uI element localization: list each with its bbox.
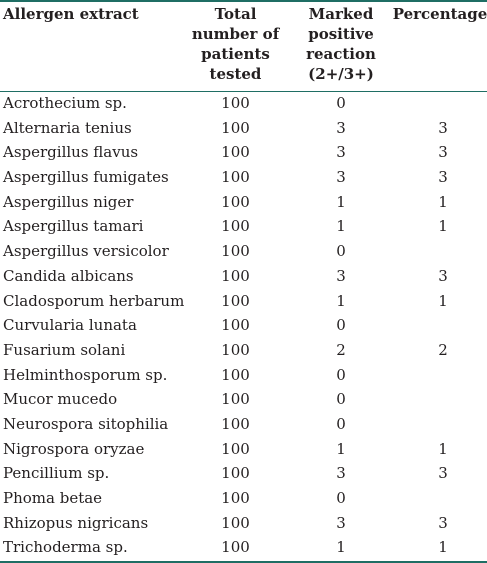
- cell-total: 100: [221, 538, 250, 557]
- cell-allergen: Aspergillus fumigates: [3, 168, 169, 187]
- cell-allergen: Acrothecium sp.: [3, 94, 127, 112]
- cell-total: 100: [221, 513, 250, 532]
- table-row: [0, 387, 487, 412]
- cell-marked: 1: [336, 291, 346, 310]
- cell-marked: 0: [336, 390, 346, 409]
- cell-total: 100: [221, 143, 250, 162]
- header-percentage: Percentage: [392, 5, 487, 23]
- cell-total: 100: [221, 439, 250, 458]
- cell-percentage: 2: [438, 340, 448, 359]
- cell-total: 100: [221, 291, 250, 310]
- cell-total: 100: [221, 365, 250, 384]
- cell-marked: 1: [336, 192, 346, 211]
- cell-allergen: Candida albicans: [3, 266, 134, 285]
- header-marked-positive: [296, 4, 386, 84]
- cell-percentage: 3: [438, 513, 448, 532]
- table-row: [0, 412, 487, 437]
- table-row: [0, 338, 487, 363]
- table-body: [0, 91, 487, 560]
- cell-allergen: Pencillium sp.: [3, 464, 110, 483]
- cell-total: 100: [221, 390, 250, 409]
- cell-allergen: Aspergillus flavus: [3, 143, 139, 162]
- cell-total: 100: [221, 414, 250, 433]
- table-row: [0, 486, 487, 511]
- cell-allergen: Mucor mucedo: [3, 390, 118, 409]
- cell-marked: 3: [336, 143, 346, 162]
- cell-marked: 0: [336, 242, 346, 261]
- cell-marked: 3: [336, 168, 346, 187]
- table-row: [0, 214, 487, 239]
- header-marked-line: Marked: [308, 5, 374, 23]
- cell-total: 100: [221, 118, 250, 137]
- table-row: [0, 313, 487, 338]
- header-total-patients: [183, 4, 288, 84]
- cell-marked: 3: [336, 464, 346, 483]
- cell-marked: 1: [336, 217, 346, 236]
- cell-allergen: Aspergillus versicolor: [3, 242, 169, 261]
- cell-marked: 3: [336, 266, 346, 285]
- cell-allergen: Alternaria tenius: [3, 118, 132, 137]
- table-row: [0, 91, 487, 116]
- table-row: [0, 461, 487, 486]
- cell-allergen: Phoma betae: [3, 489, 103, 507]
- table-row: [0, 437, 487, 462]
- cell-percentage: 3: [438, 464, 448, 483]
- header-marked-line: (2+/3+): [308, 65, 374, 83]
- cell-percentage: 3: [438, 168, 448, 187]
- cell-allergen: Trichoderma sp.: [3, 538, 128, 557]
- cell-marked: 2: [336, 340, 346, 359]
- cell-allergen: Rhizopus nigricans: [3, 513, 149, 532]
- cell-total: 100: [221, 217, 250, 236]
- cell-marked: 0: [336, 316, 346, 335]
- table-row: [0, 363, 487, 388]
- cell-percentage: 3: [438, 118, 448, 137]
- table-row: [0, 116, 487, 141]
- cell-marked: 1: [336, 439, 346, 458]
- cell-total: 100: [221, 266, 250, 285]
- cell-percentage: 1: [438, 291, 448, 310]
- cell-allergen: Nigrospora oryzae: [3, 439, 145, 458]
- table-row: [0, 535, 487, 560]
- table-row: [0, 190, 487, 215]
- cell-marked: 0: [336, 489, 346, 507]
- cell-percentage: 1: [438, 439, 448, 458]
- cell-allergen: Curvularia lunata: [3, 316, 137, 335]
- table-top-rule: [0, 0, 487, 2]
- cell-total: 100: [221, 192, 250, 211]
- cell-total: 100: [221, 168, 250, 187]
- header-marked-line: reaction: [306, 45, 376, 63]
- cell-allergen: Fusarium solani: [3, 340, 126, 359]
- header-total-line: number of: [191, 25, 280, 43]
- cell-total: 100: [221, 94, 250, 112]
- table-row: [0, 264, 487, 289]
- header-allergen-extract: Allergen extract: [3, 5, 139, 23]
- cell-total: 100: [221, 340, 250, 359]
- cell-marked: 0: [336, 94, 346, 112]
- cell-allergen: Aspergillus niger: [3, 192, 134, 211]
- cell-percentage: 1: [438, 192, 448, 211]
- cell-allergen: Cladosporum herbarum: [3, 291, 185, 310]
- cell-percentage: 3: [438, 266, 448, 285]
- cell-marked: 1: [336, 538, 346, 557]
- table-row: [0, 140, 487, 165]
- cell-marked: 3: [336, 513, 346, 532]
- table-row: [0, 239, 487, 264]
- header-total-line: Total: [214, 5, 257, 23]
- cell-percentage: 1: [438, 538, 448, 557]
- cell-allergen: Aspergillus tamari: [3, 217, 144, 236]
- header-total-line: patients: [201, 45, 270, 63]
- cell-total: 100: [221, 464, 250, 483]
- cell-percentage: 3: [438, 143, 448, 162]
- cell-allergen: Neurospora sitophilia: [3, 414, 169, 433]
- cell-percentage: 1: [438, 217, 448, 236]
- cell-total: 100: [221, 242, 250, 261]
- header-total-line: tested: [209, 65, 262, 83]
- cell-marked: 0: [336, 414, 346, 433]
- cell-total: 100: [221, 316, 250, 335]
- table-row: [0, 289, 487, 314]
- table-row: [0, 165, 487, 190]
- cell-marked: 3: [336, 118, 346, 137]
- cell-total: 100: [221, 489, 250, 507]
- cell-marked: 0: [336, 365, 346, 384]
- table-row: [0, 511, 487, 536]
- cell-allergen: Helminthosporum sp.: [3, 365, 168, 384]
- header-marked-line: positive: [308, 25, 374, 43]
